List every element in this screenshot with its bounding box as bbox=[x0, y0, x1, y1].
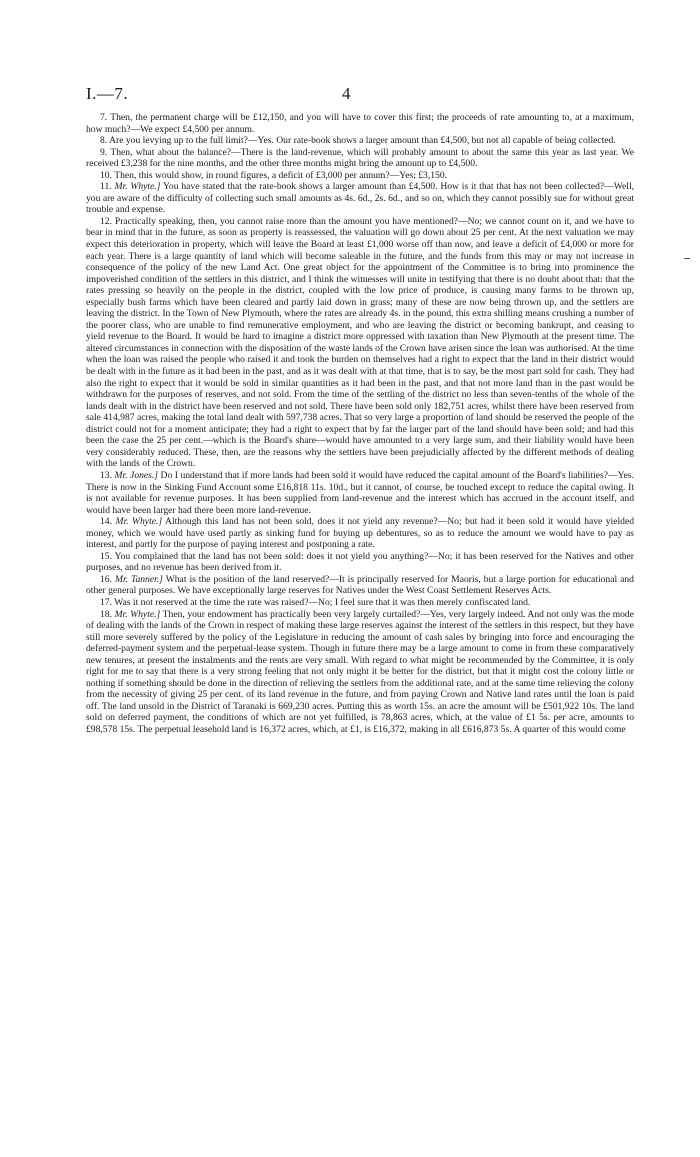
paragraph-text: You complained that the land has not been sold: does it not yield you anything?—No; it has been reserved for the Natives and other purposes, and no revenue has been derived from it. bbox=[86, 550, 634, 574]
paragraph-13 bbox=[86, 470, 634, 516]
paragraph-14 bbox=[86, 516, 634, 551]
paragraph-8 bbox=[86, 135, 634, 147]
paragraph-text: What is the position of the land reserved?—It is principally reserved for Maoris, but a large portion for educational and other general purposes. We have exceptionally large reserves for Natives under the West Coast Settlement Reserves Acts. bbox=[86, 573, 634, 597]
paragraph-12 bbox=[86, 216, 634, 470]
paragraph-text: Although this land has not been sold, does it not yield any revenue?—No; but had it been sold it would have yielded money, which we would have used partly as sinking fund for buying up debentures, so as to reduce the amount we would have to pay as interest, and partly for the purpose of paying interest and postponing a rate. bbox=[86, 516, 635, 551]
paragraph-10 bbox=[86, 170, 634, 182]
speaker-name: Mr. Tanner.] bbox=[114, 573, 163, 585]
page-number: 4 bbox=[342, 84, 351, 103]
question-number: 18. bbox=[100, 608, 112, 620]
question-number: 15. bbox=[100, 550, 112, 562]
question-number: 14. bbox=[100, 516, 112, 528]
question-number: 12. bbox=[100, 215, 112, 227]
speaker-name: Mr. Whyte.] bbox=[115, 516, 163, 528]
paragraph-text: You have stated that the rate-book shows a larger amount than £4,500. How is it that that has not been collected?—Well, you are aware of the difficulty of collecting such small amounts as 4s. 6d., 2s. 6d., and so on, which they cannot possibly sue for without great trouble and expense. bbox=[86, 181, 635, 216]
question-number: 16. bbox=[100, 573, 112, 585]
document-reference: I.—7. bbox=[86, 84, 129, 103]
paragraph-11 bbox=[86, 181, 634, 216]
paragraph-text: Then, what about the balance?—There is the land-revenue, which will probably amount to about the same this year as last year. We received £3,238 for the nine months, and the other three months might bring the amount up to £4,500. bbox=[86, 146, 634, 170]
paragraph-text: Do I understand that if more lands had been sold it would have reduced the capital amount of the Board's liabilities?—Yes. There is now in the Sinking Fund Account some £16,818 11s. 10d., but it cannot, of course, be touched except to reduce the capital owing. It is not available for revenue purposes. It has been supplied from land-revenue and the interest which has accrued in the account itself, and would have been larger had there been more land-revenue. bbox=[86, 469, 634, 516]
speaker-name: Mr. Jones.] bbox=[114, 469, 159, 481]
question-number: 9. bbox=[100, 146, 108, 158]
question-number: 17. bbox=[100, 596, 112, 608]
paragraph-text: Then, your endowment has practically been very largely curtailed?—Yes, very largely indeed. And not only was the mode of dealing with the lands of the Crown in respect of making these large reserves against the interest of the settlers in this respect, but they have still more severely suffered by the policy of the Legislature in reducing the amount of cash sales by bringing into force and encouraging the deferred-payment system and the perpetual-lease system. Though in future there may be a large amount to come in from these comparatively new tenures, at present the instalments and the rents are very small. With regard to what might be recommended by the Committee, it is only right for me to say that there is a very strong feeling that not only might it be better for the district, but that it might cost the colony little or nothing if something should be done in the direction of relieving the settlers from the additional rate, and at the same time relieving the colony from the necessity of giving 25 per cent. of its land revenue in the future, and from paying Crown and Native land rates until the loan is paid off. The land unsold in the District of Taranaki is 669,230 acres. Putting this as worth 15s. an acre the amount will be £501,922 10s. The land sold on deferred payment, the conditions of which are not yet fulfilled, is 78,863 acres, which, at the value of £1 5s. per acre, amounts to £98,578 15s. The perpetual leasehold land is 16,372 acres, which, at £1, is £16,372, making in all £616,873 5s. A quarter of this would come bbox=[86, 608, 634, 735]
margin-mark bbox=[684, 258, 690, 259]
paragraph-text: Then, the permanent charge will be £12,150, and you will have to cover this first; the proceeds of rate amounting to, at a maximum, how much?—We expect £4,500 per annum. bbox=[86, 112, 634, 135]
paragraph-18 bbox=[86, 609, 634, 736]
paragraph-text: Are you levying up to the full limit?—Yes. Our rate-book shows a larger amount than £4,500, but not all capable of being collected. bbox=[109, 135, 616, 147]
speaker-name: Mr. Whyte.] bbox=[114, 181, 161, 193]
paragraph-text: Then, this would show, in round figures, a deficit of £3,000 per annum?—Yes; £3,150. bbox=[114, 169, 448, 181]
question-number: 13. bbox=[100, 469, 112, 481]
question-number: 8. bbox=[100, 135, 108, 147]
question-number: 10. bbox=[100, 169, 112, 181]
question-number: 11. bbox=[100, 181, 112, 193]
paragraph-text: Was it not reserved at the time the rate was raised?—No; I feel sure that it was then merely confiscated land. bbox=[114, 596, 531, 608]
paragraph-17 bbox=[86, 597, 634, 609]
paragraph-9 bbox=[86, 147, 634, 170]
paragraph-text: Practically speaking, then, you cannot raise more than the amount you have mentioned?—No; we cannot count on it, and we have to bear in mind that in the future, as soon as property is reassessed, the valuation will go down about 25 per cent. At the next valuation we may expect this deterioration in property, which will leave the Board at least £1,000 worse off than now, and leave a deficit of £4,000 or more for each year. There is a large quantity of land which will become saleable in the future, and the funds from this may or may not increase in consequence of the policy of the new Land Act. One great object for the appointment of the Committee is to bring into prominence the impoverished condition of the settlers in this district, and I think the witnesses will unite in testifying that there is no doubt about that: that the rates pressing so heavily on the people in the district, coupled with the low price of produce, is causing many farms to be thrown up, especially bush farms which have been cleared and partly laid down in grass; many of these are now being thrown up, and the settlers are leaving the district. In the Town of New Plymouth, where the rates are already 4s. in the pound, this extra shilling means crushing a number of the poorer class, who are unable to find remunerative employment, and who are leaving the district or becoming bankrupt, and ceasing to yield revenue to the Board. It would be hard to imagine a district more oppressed with taxation than New Plymouth at the present time. The altered circumstances in connection with the disposition of the waste lands of the Crown have arisen since the loan was authorised. At the time when the loan was raised the people who raised it and took the burden on themselves had a right to expect that the land in their district would be dealt with in the future as it had been in the past, and as it was dealt with at that time, that is to say, be the most part sold for cash. They had also the right to expect that it would be sold in similar quantities as it had been in the past, and that not more land than in the past would be withdrawn for the purposes of reserves, and not sold. From the time of the settling of the district no less than seven-tenths of the whole of the lands dealt with in the district have been reserved and not sold. There have been sold only 182,751 acres, whilst there have been reserved from sale 414,987 acres, making the total land dealt with 597,738 acres. That so very large a proportion of land should be reserved the people of the district could not for a moment anticipate; they had a right to expect that by far the larger part of the land should have been sold; and had this been the case the 25 per cent.—which is the Board's share—would have amounted to a very large sum, and their liability would have been very considerably reduced. These, then, are the reasons why the settlers have been prejudicially affected by the different methods of dealing with the lands of the Crown. bbox=[86, 215, 634, 470]
page-header bbox=[86, 84, 634, 106]
paragraph-7 bbox=[86, 112, 634, 135]
speaker-name: Mr. Whyte.] bbox=[114, 608, 161, 620]
paragraph-15 bbox=[86, 551, 634, 574]
paragraph-16 bbox=[86, 574, 634, 597]
body-text bbox=[86, 112, 634, 736]
question-number: 7. bbox=[100, 112, 108, 123]
